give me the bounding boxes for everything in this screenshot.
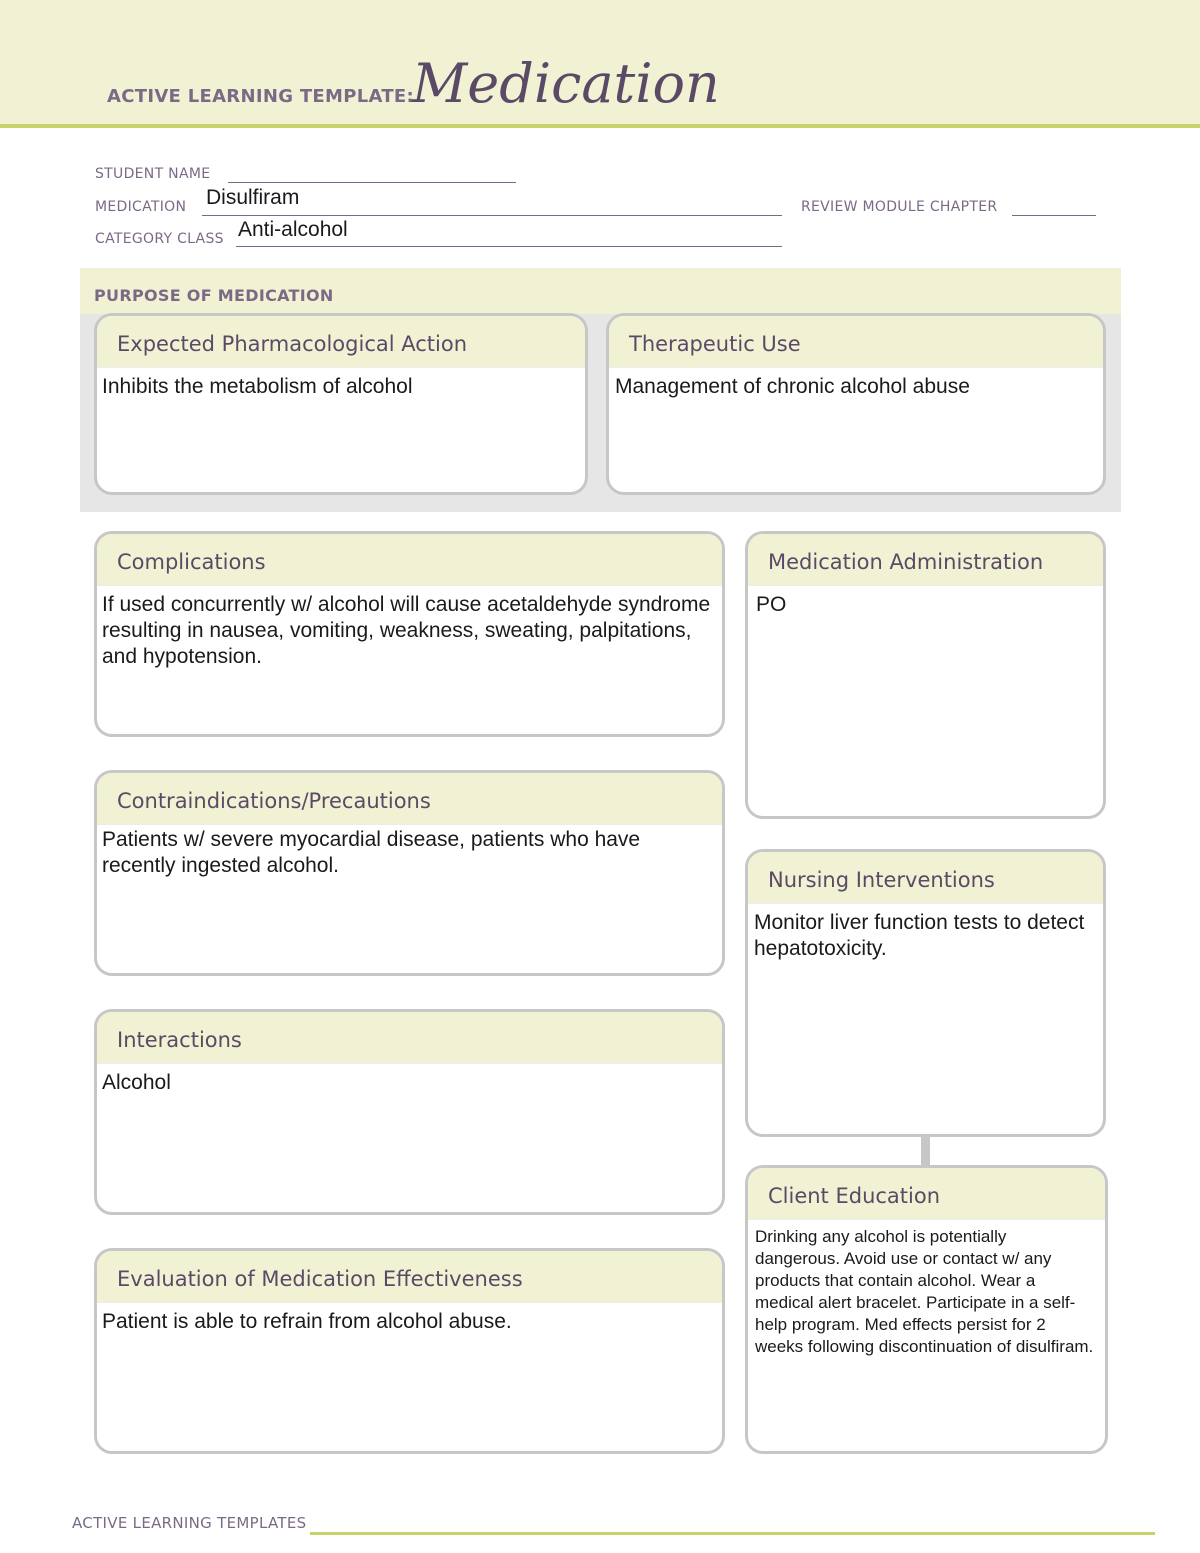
review-module-label: REVIEW MODULE CHAPTER (801, 199, 998, 215)
expected-action-box (94, 313, 588, 495)
nursing-title: Nursing Interventions (748, 852, 1103, 904)
interactions-box (94, 1009, 725, 1215)
connector-bar (921, 1135, 930, 1165)
therapeutic-use-title: Therapeutic Use (609, 316, 1103, 368)
therapeutic-use-text[interactable]: Management of chronic alcohol abuse (615, 375, 970, 398)
administration-text[interactable]: PO (756, 593, 787, 616)
interactions-text[interactable]: Alcohol (102, 1071, 171, 1094)
expected-action-title: Expected Pharmacological Action (97, 316, 585, 368)
complications-title: Complications (97, 534, 722, 586)
template-label: ACTIVE LEARNING TEMPLATE: (107, 86, 414, 107)
education-box (745, 1165, 1108, 1454)
student-name-line (228, 182, 516, 183)
footer-label: ACTIVE LEARNING TEMPLATES (72, 1514, 307, 1532)
medication-field[interactable]: Disulfiram (206, 186, 300, 209)
purpose-label: PURPOSE OF MEDICATION (94, 286, 334, 305)
medication-line (202, 215, 782, 216)
administration-box (745, 531, 1106, 819)
evaluation-box (94, 1248, 725, 1454)
evaluation-title: Evaluation of Medication Effectiveness (97, 1251, 722, 1303)
category-class-field[interactable]: Anti-alcohol (238, 218, 348, 241)
administration-title: Medication Administration (748, 534, 1103, 586)
contraindications-title: Contraindications/Precautions (97, 773, 722, 825)
nursing-box (745, 849, 1106, 1137)
category-class-label: CATEGORY CLASS (95, 231, 224, 247)
evaluation-text[interactable]: Patient is able to refrain from alcohol abuse. (102, 1310, 512, 1333)
footer-divider (310, 1532, 1155, 1535)
review-module-line (1012, 215, 1096, 216)
contraindications-text[interactable]: Patients w/ severe myocardial disease, patients who have recently ingested alcohol. (102, 828, 641, 877)
student-name-label: STUDENT NAME (95, 166, 211, 182)
complications-text[interactable]: If used concurrently w/ alcohol will cause acetaldehyde syndrome resulting in nausea, vomiting, weakness, sweating, palpitations, and hypotension. (102, 593, 711, 668)
expected-action-text[interactable]: Inhibits the metabolism of alcohol (102, 375, 413, 398)
complications-box (94, 531, 725, 737)
therapeutic-use-box (606, 313, 1106, 495)
interactions-title: Interactions (97, 1012, 722, 1064)
contraindications-box (94, 770, 725, 976)
category-class-line (236, 246, 782, 247)
education-text[interactable]: Drinking any alcohol is potentially dangerous. Avoid use or contact w/ any products that contain alcohol. Wear a medical alert bracelet. Participate in a self-help program. Med effects persist for 2 weeks following discontinuation of disulfiram. (755, 1227, 1094, 1356)
page-title: Medication (412, 52, 720, 115)
nursing-text[interactable]: Monitor liver function tests to detect hepatotoxicity. (754, 911, 1085, 960)
education-title: Client Education (748, 1168, 1105, 1220)
medication-label: MEDICATION (95, 199, 187, 215)
